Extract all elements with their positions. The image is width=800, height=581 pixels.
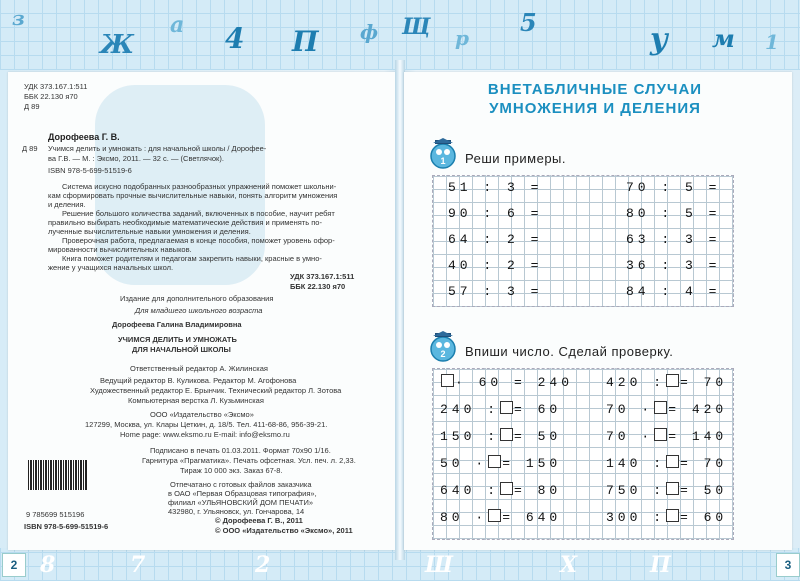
deco-letter: 2 <box>255 552 271 578</box>
expression-part: 240 : <box>440 402 500 417</box>
answer-box[interactable] <box>500 482 513 495</box>
expression: 36 : 3 = <box>626 258 721 273</box>
deco-letter: а <box>170 12 185 38</box>
deco-letter: Ш <box>425 552 453 578</box>
page-number-left: 2 <box>2 553 26 577</box>
answer-box[interactable] <box>488 509 501 522</box>
credit-line: Художественный редактор Е. Брынчик. Технический редактор Л. Зотова <box>90 386 342 395</box>
page-heading <box>470 80 720 118</box>
print-line: 432980, г. Ульяновск, ул. Гончарова, 14 <box>168 507 305 516</box>
answer-box[interactable] <box>654 428 667 441</box>
expression-part: = 70 <box>680 375 728 390</box>
expression: 70 : 5 = <box>626 180 721 195</box>
barcode-image <box>28 460 88 490</box>
expression-part: 80 · <box>440 510 488 525</box>
expression-part: 640 : <box>440 483 500 498</box>
expression: 80 : 5 = <box>626 206 721 221</box>
publisher-line: 127299, Москва, ул. Клары Цеткин, д. 18/5. Тел. 411-68-86, 956-39-21. <box>85 420 328 429</box>
expression-part: 750 : <box>606 483 666 498</box>
udk-mid: УДК 373.167.1:511 <box>290 272 355 281</box>
expression-part: = 140 <box>668 429 728 444</box>
credit-line: Ведущий редактор В. Куликова. Редактор М. Агофонова <box>100 376 297 385</box>
book-title-1: УЧИМСЯ ДЕЛИТЬ И УМНОЖАТЬ <box>118 335 237 344</box>
credit-line: Ответственный редактор А. Жилинская <box>130 364 268 373</box>
expression-part: · 60 = 240 <box>455 375 574 390</box>
annotation-line: кам сформировать прочные вычислительные навыки, понять алгоритм умножения <box>48 191 338 200</box>
barcode-number: 9 785699 515196 <box>26 510 85 519</box>
fill-in-expression <box>440 374 573 390</box>
answer-box[interactable] <box>441 374 454 387</box>
deco-letter: П <box>650 552 671 578</box>
deco-letter: м <box>712 24 735 53</box>
deco-letter: ф <box>360 20 379 44</box>
expression: 84 : 4 = <box>626 284 721 299</box>
task-number: 2 <box>440 349 446 359</box>
task-2-instruction: Впиши число. Сделай проверку. <box>465 344 674 359</box>
answer-box[interactable] <box>488 455 501 468</box>
expression: 63 : 3 = <box>626 232 721 247</box>
fill-in-expression <box>440 482 561 498</box>
expression-part: = 50 <box>514 429 562 444</box>
expression-part: 50 · <box>440 456 488 471</box>
publisher-line: ООО «Издательство «Эксмо» <box>150 410 254 419</box>
code-top: Д 89 <box>24 102 40 111</box>
age-note: Для младшего школьного возраста <box>135 306 263 315</box>
deco-letter: р <box>455 26 469 50</box>
expression-part: = 70 <box>680 456 728 471</box>
fill-in-expression <box>440 401 561 417</box>
expression: 57 : 3 = <box>448 284 543 299</box>
book-title-2: ДЛЯ НАЧАЛЬНОЙ ШКОЛЫ <box>132 345 231 354</box>
expression-part: 70 · <box>606 402 654 417</box>
annotation-line: и деления. <box>48 200 86 209</box>
annotation-line: лученные вычислительные навыки умножения и деления. <box>48 227 251 236</box>
expression-part: = 420 <box>668 402 728 417</box>
fill-in-expression <box>606 509 727 525</box>
isbn-bottom: ISBN 978-5-699-51519-6 <box>24 522 109 531</box>
fill-in-expression <box>606 374 727 390</box>
deco-letter: у <box>650 22 668 57</box>
expression: 90 : 6 = <box>448 206 543 221</box>
expression-part: 140 : <box>606 456 666 471</box>
bib-line-1: Учимся делить и умножать : для начальной школы / Дорофее- <box>48 144 267 153</box>
deco-letter: Х <box>560 552 578 578</box>
deco-letter: Щ <box>402 14 431 40</box>
answer-box[interactable] <box>654 401 667 414</box>
fill-in-expression <box>440 455 561 471</box>
deco-letter: 1 <box>765 30 779 54</box>
answer-box[interactable] <box>500 428 513 441</box>
annotation-line: жение у учащихся начальных школ. <box>48 263 174 272</box>
deco-letter: з <box>12 6 25 30</box>
deco-letter: 7 <box>130 552 146 578</box>
expression-part: 420 : <box>606 375 666 390</box>
copyright-line: © Дорофеева Г. В., 2011 <box>215 516 303 525</box>
expression-part: = 60 <box>514 402 562 417</box>
fill-in-expression <box>606 428 727 444</box>
expression-part: = 640 <box>502 510 562 525</box>
expression-part: = 50 <box>680 483 728 498</box>
expression-part: = 150 <box>502 456 562 471</box>
bib-line-2: ва Г.В. — М. : Эксмо, 2011. — 32 с. — (Светлячок). <box>48 154 224 163</box>
print-line: Тираж 10 000 экз. Заказ 67-8. <box>180 466 283 475</box>
print-line: Гарнитура «Прагматика». Печать офсетная. Усл. печ. л. 2,33. <box>142 456 356 465</box>
page-number-right: 3 <box>776 553 800 577</box>
author-name: Дорофеева Г. В. <box>48 132 120 142</box>
answer-box[interactable] <box>666 509 679 522</box>
bbk-mid: ББК 22.130 я70 <box>290 282 346 291</box>
owl-badge-icon <box>428 330 458 362</box>
copyright-line: © ООО «Издательство «Эксмо», 2011 <box>215 526 353 535</box>
heading-line-2: УМНОЖЕНИЯ И ДЕЛЕНИЯ <box>489 100 701 117</box>
task-1-instruction: Реши примеры. <box>465 151 567 166</box>
full-author: Дорофеева Галина Владимировна <box>112 320 242 329</box>
annotation-line: мированности вычислительных навыков. <box>48 245 192 254</box>
task-number: 1 <box>440 156 446 166</box>
publisher-line: Home page: www.eksmo.ru E-mail: info@eksmo.ru <box>120 430 290 439</box>
answer-box[interactable] <box>500 401 513 414</box>
fill-in-expression <box>606 401 727 417</box>
expression-part: 300 : <box>606 510 666 525</box>
deco-letter: П <box>292 25 319 58</box>
deco-letter: 5 <box>520 8 537 37</box>
print-line: Отпечатано с готовых файлов заказчика <box>170 480 312 489</box>
heading-line-1: ВНЕТАБЛИЧНЫЕ СЛУЧАИ <box>487 81 703 98</box>
answer-box[interactable] <box>666 482 679 495</box>
print-line: в ОАО «Первая Образцовая типография», <box>168 489 317 498</box>
deco-letter: 4 <box>225 22 245 55</box>
expression: 51 : 3 = <box>448 180 543 195</box>
deco-letter: Ж <box>100 30 135 60</box>
annotation-line: Решение большого количества заданий, включенных в пособие, научит ребят <box>62 209 335 218</box>
annotation-line: правильно выбирать необходимые математические действия и применять по- <box>48 218 322 227</box>
expression-part: 150 : <box>440 429 500 444</box>
print-line: филиал «УЛЬЯНОВСКИЙ ДОМ ПЕЧАТИ» <box>168 498 314 507</box>
expression-part: 70 · <box>606 429 654 444</box>
annotation-line: Книга поможет родителям и педагогам закрепить навыки, красные в умно- <box>62 254 322 263</box>
code-label: Д 89 <box>22 144 38 153</box>
credit-line: Компьютерная верстка Л. Кузьминская <box>128 396 264 405</box>
edition-note: Издание для дополнительного образования <box>120 294 274 303</box>
isbn-line: ISBN 978-5-699-51519-6 <box>48 166 132 175</box>
bbk-top: ББК 22.130 я70 <box>24 92 78 101</box>
deco-letter: 8 <box>40 552 56 578</box>
fill-in-expression <box>606 482 727 498</box>
expression: 40 : 2 = <box>448 258 543 273</box>
expression-part: = 80 <box>514 483 562 498</box>
owl-badge-icon <box>428 137 458 169</box>
expression: 64 : 2 = <box>448 232 543 247</box>
annotation-line: Система искусно подобранных разнообразных упражнений поможет школьни- <box>62 182 337 191</box>
udk-top: УДК 373.167.1:511 <box>24 82 88 91</box>
print-line: Подписано в печать 01.03.2011. Формат 70х90 1/16. <box>150 446 331 455</box>
fill-in-expression <box>440 428 561 444</box>
fill-in-expression <box>440 509 561 525</box>
answer-box[interactable] <box>666 374 679 387</box>
annotation-line: Проверочная работа, предлагаемая в конце пособия, поможет уровень офор- <box>62 236 335 245</box>
answer-box[interactable] <box>666 455 679 468</box>
expression-part: = 60 <box>680 510 728 525</box>
fill-in-expression <box>606 455 727 471</box>
